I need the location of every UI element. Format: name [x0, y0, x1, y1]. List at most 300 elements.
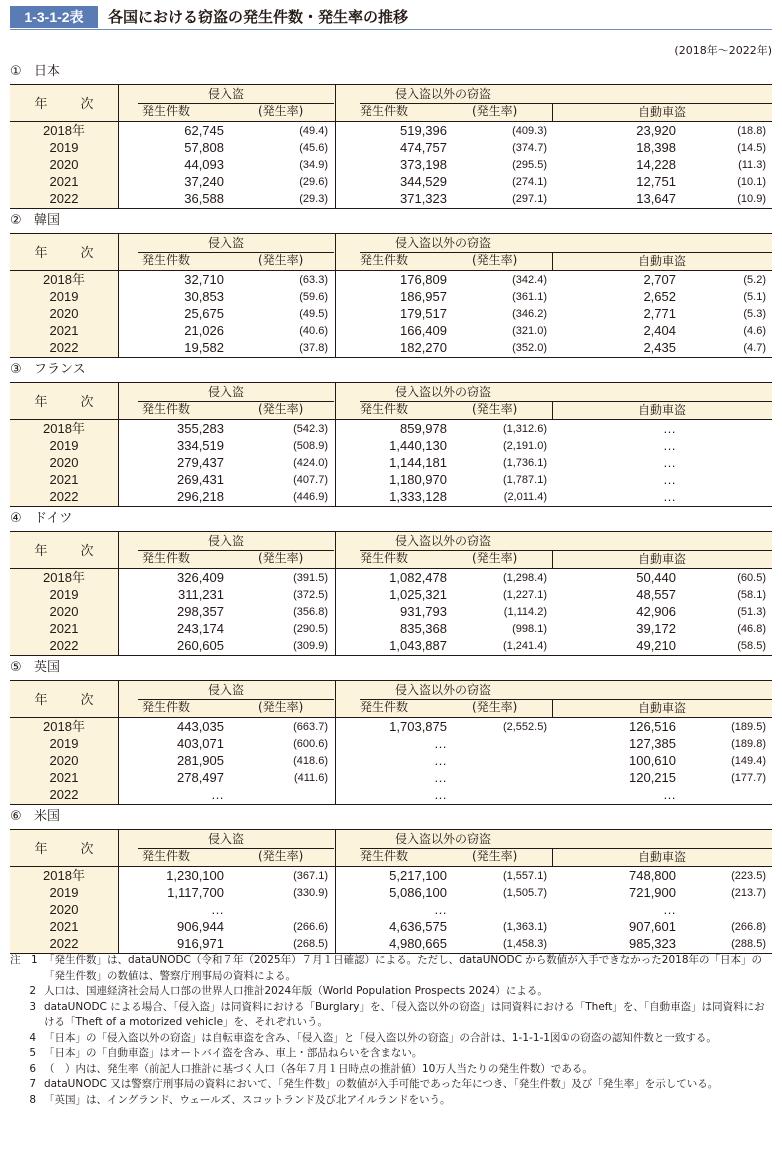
theft-count-cell: 1,333,128 [389, 489, 447, 504]
table-row [10, 885, 772, 901]
theft-rate-cell: (1,505.7) [502, 887, 547, 899]
burglary-count-cell: 334,519 [177, 438, 224, 453]
theft-rate-cell: (1,312.6) [502, 423, 547, 435]
theft-count-cell: 931,793 [400, 604, 447, 619]
rate-header: (発生率) [472, 402, 518, 416]
theft-rate-cell: (1,458.3) [502, 938, 547, 950]
vehicle-count-cell: 2,404 [643, 323, 676, 338]
year-cell: 2020 [49, 306, 79, 321]
burglary-header: 侵入盗 [207, 236, 244, 250]
year-cell: 2020 [49, 455, 79, 470]
vehicle-header: 自動車盗 [637, 552, 686, 566]
header-divider [10, 568, 772, 569]
year-header: 年 次 [34, 693, 104, 708]
vehicle-count-cell: 748,800 [629, 868, 676, 883]
burglary-count-cell: 279,437 [177, 455, 224, 470]
burglary-count-cell: 916,971 [177, 936, 224, 951]
vehicle-count-cell: 13,647 [636, 191, 676, 206]
theft-rate-cell: (409.3) [512, 125, 547, 137]
count-header: 発生件数 [142, 104, 191, 118]
vehicle-count-cell: 127,385 [629, 736, 676, 751]
burglary-rate-cell: (40.6) [299, 325, 328, 337]
table-row [10, 587, 772, 603]
footnote [10, 1077, 772, 1093]
theft-count-cell: 373,198 [400, 157, 447, 172]
vehicle-count-cell: 100,610 [629, 753, 676, 768]
vehicle-count-cell: 2,652 [643, 289, 676, 304]
burglary-rate-cell: (418.6) [293, 755, 328, 767]
section-label [10, 511, 72, 527]
theft-count-cell: … [434, 902, 447, 917]
table-row [10, 570, 772, 586]
burglary-rate-cell: (45.6) [299, 142, 328, 154]
country-name: 日本 [34, 64, 61, 79]
count-header: 発生件数 [142, 402, 191, 416]
rate-header: (発生率) [258, 551, 304, 565]
theft-header: 侵入盗以外の窃盗 [394, 683, 491, 697]
burglary-count-cell: 260,605 [177, 638, 224, 653]
footnote [10, 953, 772, 984]
burglary-count-cell: 355,283 [177, 421, 224, 436]
burglary-count-cell: 269,431 [177, 472, 224, 487]
table-row [10, 489, 772, 505]
rate-header: (発生率) [258, 700, 304, 714]
vehicle-count-cell: 907,601 [629, 919, 676, 934]
page-title: 各国における窃盗の発生件数・発生率の推移 [108, 8, 409, 26]
table-row [10, 157, 772, 173]
theft-rate-cell: (352.0) [512, 342, 547, 354]
rate-header: (発生率) [472, 253, 518, 267]
table-row [10, 719, 772, 735]
table-row [10, 340, 772, 356]
vehicle-count-cell: 2,771 [643, 306, 676, 321]
footnote [10, 1062, 772, 1078]
burglary-rate-cell: (508.9) [293, 440, 328, 452]
year-cell: 2021 [49, 472, 79, 487]
footnote-text: （ ）内は、発生率（前記人口推計に基づく人口（各年７月１日時点の推計値）10万人当たりの発生件数）である。 [44, 1062, 593, 1075]
burglary-header: 侵入盗 [207, 832, 244, 846]
vehicle-rate-cell: (10.1) [737, 176, 766, 188]
vehicle-rate-cell: (189.5) [731, 721, 766, 733]
count-header: 発生件数 [142, 253, 191, 267]
vehicle-count-cell: 39,172 [636, 621, 676, 636]
vehicle-rate-cell: (5.2) [743, 274, 766, 286]
country-name: フランス [34, 362, 86, 377]
vehicle-rate-cell: (11.3) [738, 159, 766, 171]
vehicle-count-cell: … [663, 472, 676, 487]
burglary-header: 侵入盗 [207, 534, 244, 548]
year-cell: 2022 [49, 340, 79, 355]
year-cell: 2019 [49, 140, 79, 155]
theft-rate-cell: (346.2) [512, 308, 547, 320]
burglary-count-cell: 44,093 [184, 157, 224, 172]
theft-count-cell: 5,086,100 [389, 885, 447, 900]
footnote-text: 「日本」の「自動車盗」はオートバイ盗を含み、車上・部品ねらいを含まない。 [44, 1047, 423, 1059]
theft-count-cell: 371,323 [400, 191, 447, 206]
theft-header: 侵入盗以外の窃盗 [394, 385, 491, 399]
footnote-text: 「発生件数」は、dataUNODC（令和７年（2025年）７月１日確認）による。ただし、dataUNODC から数値が入手できなかった2018年の「日本」の「発生件数」の数値は、警察庁刑事局の資料による。 [44, 954, 763, 982]
country-table [10, 84, 772, 209]
theft-header: 侵入盗以外の窃盗 [394, 832, 491, 846]
theft-count-cell: 4,980,665 [389, 936, 447, 951]
section-label [10, 660, 60, 676]
table-row [10, 787, 772, 803]
burglary-header: 侵入盗 [207, 683, 244, 697]
table-row [10, 472, 772, 488]
vehicle-rate-cell: (60.5) [737, 572, 766, 584]
table-row [10, 438, 772, 454]
header-divider [10, 717, 772, 718]
vehicle-count-cell: 721,900 [629, 885, 676, 900]
theft-rate-cell: (1,298.4) [502, 572, 547, 584]
burglary-header: 侵入盗 [207, 87, 244, 101]
year-cell: 2021 [49, 621, 79, 636]
burglary-rate-cell: (663.7) [293, 721, 328, 733]
count-header: 発生件数 [360, 104, 409, 118]
burglary-rate-cell: (266.6) [293, 921, 328, 933]
year-cell: 2018年 [43, 719, 85, 734]
rate-header: (発生率) [472, 700, 518, 714]
rate-header: (発生率) [472, 104, 518, 118]
footnote-number: 2 [29, 985, 36, 997]
table-row [10, 272, 772, 288]
theft-count-cell: 1,180,970 [389, 472, 447, 487]
year-header: 年 次 [34, 842, 104, 857]
burglary-count-cell: … [211, 902, 224, 917]
vehicle-count-cell: 126,516 [629, 719, 676, 734]
theft-count-cell: 179,517 [400, 306, 447, 321]
footnote-number: 8 [29, 1093, 36, 1106]
year-cell: 2022 [49, 638, 79, 653]
table-number-badge: 1-3-1-2表 [10, 6, 98, 28]
year-cell: 2021 [49, 770, 79, 785]
vehicle-rate-cell: (4.6) [743, 325, 766, 337]
burglary-rate-cell: (372.5) [293, 589, 328, 601]
table-row [10, 421, 772, 437]
burglary-rate-cell: (391.5) [293, 572, 328, 584]
burglary-count-cell: 403,071 [177, 736, 224, 751]
burglary-count-cell: 243,174 [177, 621, 224, 636]
burglary-rate-cell: (34.9) [299, 159, 328, 171]
country-name: ドイツ [34, 511, 73, 526]
burglary-rate-cell: (268.5) [293, 938, 328, 950]
theft-count-cell: 859,978 [400, 421, 447, 436]
burglary-rate-cell: (411.6) [293, 772, 328, 784]
burglary-count-cell: … [211, 787, 224, 802]
theft-rate-cell: (342.4) [512, 274, 547, 286]
year-cell: 2020 [49, 753, 79, 768]
vehicle-rate-cell: (177.7) [731, 772, 766, 784]
header-divider [10, 270, 772, 271]
theft-rate-cell: (1,557.1) [502, 870, 547, 882]
burglary-rate-cell: (542.3) [293, 423, 328, 435]
year-cell: 2020 [49, 902, 79, 917]
table-row [10, 868, 772, 884]
vehicle-rate-cell: (51.3) [737, 606, 766, 618]
vehicle-count-cell: … [663, 489, 676, 504]
theft-rate-cell: (1,363.1) [502, 921, 547, 933]
vehicle-count-cell: … [663, 455, 676, 470]
section-number: ③ [10, 362, 22, 377]
count-header: 発生件数 [142, 849, 191, 863]
year-cell: 2018年 [43, 868, 85, 883]
year-header: 年 次 [34, 544, 104, 559]
year-cell: 2019 [49, 736, 79, 751]
section-label [10, 64, 60, 80]
table-row [10, 140, 772, 156]
burglary-count-cell: 1,117,700 [167, 885, 224, 900]
year-cell: 2019 [49, 438, 79, 453]
vehicle-rate-cell: (4.7) [743, 342, 766, 354]
theft-rate-cell: (374.7) [512, 142, 547, 154]
table-row [10, 621, 772, 637]
footnote-number: 7 [29, 1078, 36, 1090]
rate-header: (発生率) [258, 402, 304, 416]
year-cell: 2021 [49, 919, 79, 934]
theft-rate-cell: (2,552.5) [502, 721, 547, 733]
burglary-rate-cell: (600.6) [293, 738, 328, 750]
year-cell: 2019 [49, 885, 79, 900]
burglary-count-cell: 298,357 [177, 604, 224, 619]
year-cell: 2018年 [43, 123, 85, 138]
footnote [10, 1046, 772, 1062]
table-row [10, 174, 772, 190]
vehicle-count-cell: 48,557 [636, 587, 676, 602]
theft-count-cell: 176,809 [400, 272, 447, 287]
vehicle-rate-cell: (58.5) [737, 640, 766, 652]
burglary-count-cell: 311,231 [177, 587, 224, 602]
table-row [10, 936, 772, 952]
vehicle-count-cell: 2,707 [643, 272, 676, 287]
theft-count-cell: 1,703,875 [389, 719, 447, 734]
theft-rate-cell: (361.1) [512, 291, 547, 303]
burglary-count-cell: 30,853 [184, 289, 224, 304]
theft-count-cell: 166,409 [400, 323, 447, 338]
vehicle-rate-cell: (5.1) [743, 291, 766, 303]
table-row [10, 902, 772, 918]
burglary-rate-cell: (59.6) [299, 291, 328, 303]
vehicle-rate-cell: (288.5) [731, 938, 766, 950]
vehicle-rate-cell: (58.1) [737, 589, 766, 601]
burglary-count-cell: 25,675 [184, 306, 224, 321]
table-header-bar [10, 6, 772, 30]
year-cell: 2021 [49, 174, 79, 189]
section-label [10, 213, 60, 229]
period-label: (2018年～2022年) [674, 44, 772, 57]
theft-count-cell: … [434, 736, 447, 751]
vehicle-rate-cell: (10.9) [737, 193, 766, 205]
theft-count-cell: … [434, 770, 447, 785]
burglary-rate-cell: (29.3) [299, 193, 328, 205]
theft-rate-cell: (1,227.1) [502, 589, 547, 601]
burglary-count-cell: 57,808 [184, 140, 224, 155]
theft-rate-cell: (295.5) [512, 159, 547, 171]
vehicle-count-cell: … [663, 438, 676, 453]
year-cell: 2019 [49, 587, 79, 602]
theft-rate-cell: (998.1) [512, 623, 547, 635]
burglary-count-cell: 281,905 [177, 753, 224, 768]
burglary-rate-cell: (309.9) [293, 640, 328, 652]
burglary-count-cell: 443,035 [177, 719, 224, 734]
footnote-text: 人口は、国連経済社会局人口部の世界人口推計2024年版（World Population Prospects 2024）による。 [44, 985, 548, 997]
year-cell: 2018年 [43, 570, 85, 585]
country-table [10, 829, 772, 954]
burglary-count-cell: 21,026 [184, 323, 224, 338]
footnote-text: dataUNODC による場合、「侵入盗」は同資料における「Burglary」を、「侵入盗以外の窃盗」は同資料における「Theft」を、「自動車盗」は同資料における「Theft of a motorized vehicle」を、それぞれいう。 [44, 1000, 765, 1028]
footnote-text: dataUNODC 又は警察庁刑事局の資料において、「発生件数」の数値が入手可能であった年につき、「発生件数」及び「発生率」を示している。 [44, 1078, 719, 1090]
count-header: 発生件数 [360, 700, 409, 714]
vehicle-rate-cell: (46.8) [737, 623, 766, 635]
footnote [10, 984, 772, 1000]
vehicle-header: 自動車盗 [637, 403, 686, 417]
table-row [10, 638, 772, 654]
burglary-count-cell: 37,240 [184, 174, 224, 189]
vehicle-count-cell: 23,920 [636, 123, 676, 138]
burglary-count-cell: 296,218 [177, 489, 224, 504]
country-name: 韓国 [34, 213, 61, 228]
vehicle-count-cell: 2,435 [643, 340, 676, 355]
country-name: 米国 [34, 809, 61, 824]
count-header: 発生件数 [360, 849, 409, 863]
footnote [10, 1093, 772, 1109]
burglary-rate-cell: (330.9) [293, 887, 328, 899]
theft-count-cell: 474,757 [400, 140, 447, 155]
count-header: 発生件数 [360, 551, 409, 565]
burglary-count-cell: 32,710 [184, 272, 224, 287]
theft-rate-cell: (2,191.0) [502, 440, 547, 452]
burglary-count-cell: 62,745 [184, 123, 224, 138]
footnote-number: 4 [29, 1031, 36, 1044]
footnote-number: 5 [29, 1047, 36, 1059]
burglary-rate-cell: (367.1) [293, 870, 328, 882]
theft-count-cell: 344,529 [400, 174, 447, 189]
theft-rate-cell: (297.1) [512, 193, 547, 205]
table-row [10, 191, 772, 207]
vehicle-header: 自動車盗 [637, 105, 686, 119]
year-cell: 2019 [49, 289, 79, 304]
count-header: 発生件数 [360, 402, 409, 416]
theft-count-cell: 4,636,575 [389, 919, 447, 934]
theft-rate-cell: (1,241.4) [502, 640, 547, 652]
vehicle-count-cell: 14,228 [636, 157, 676, 172]
year-cell: 2018年 [43, 421, 85, 436]
vehicle-rate-cell: (223.5) [731, 870, 766, 882]
country-name: 英国 [34, 660, 61, 675]
year-header: 年 次 [34, 97, 104, 112]
theft-header: 侵入盗以外の窃盗 [394, 236, 491, 250]
theft-rate-cell: (1,114.2) [503, 606, 547, 618]
theft-count-cell: 835,368 [400, 621, 447, 636]
vehicle-count-cell: 985,323 [629, 936, 676, 951]
burglary-count-cell: 278,497 [177, 770, 224, 785]
theft-header: 侵入盗以外の窃盗 [394, 534, 491, 548]
vehicle-header: 自動車盗 [637, 850, 686, 864]
burglary-count-cell: 906,944 [177, 919, 224, 934]
theft-rate-cell: (1,787.1) [502, 474, 547, 486]
vehicle-count-cell: … [663, 902, 676, 917]
vehicle-rate-cell: (149.4) [731, 755, 766, 767]
burglary-count-cell: 19,582 [184, 340, 224, 355]
vehicle-count-cell: 50,440 [636, 570, 676, 585]
rate-header: (発生率) [472, 551, 518, 565]
footnotes [10, 953, 772, 1108]
burglary-count-cell: 326,409 [177, 570, 224, 585]
section-number: ⑤ [10, 660, 22, 675]
count-header: 発生件数 [142, 700, 191, 714]
table-row [10, 455, 772, 471]
header-divider [10, 866, 772, 867]
theft-rate-cell: (1,736.1) [502, 457, 547, 469]
theft-rate-cell: (321.0) [512, 325, 547, 337]
burglary-rate-cell: (407.7) [293, 474, 328, 486]
vehicle-count-cell: … [663, 421, 676, 436]
section-label [10, 809, 60, 825]
year-cell: 2022 [49, 787, 79, 802]
theft-count-cell: 5,217,100 [389, 868, 447, 883]
vehicle-count-cell: 120,215 [629, 770, 676, 785]
table-row [10, 123, 772, 139]
theft-count-cell: 1,043,887 [389, 638, 447, 653]
rate-header: (発生率) [258, 104, 304, 118]
table-row [10, 919, 772, 935]
theft-count-cell: 182,270 [400, 340, 447, 355]
section-number: ⑥ [10, 809, 22, 824]
footnote-number: 注 1 [10, 954, 38, 966]
theft-count-cell: … [434, 753, 447, 768]
theft-count-cell: 1,144,181 [389, 455, 447, 470]
country-table [10, 531, 772, 656]
theft-count-cell: 1,025,321 [389, 587, 447, 602]
rate-header: (発生率) [258, 253, 304, 267]
header-divider [10, 419, 772, 420]
year-cell: 2020 [49, 157, 79, 172]
year-cell: 2021 [49, 323, 79, 338]
vehicle-rate-cell: (189.8) [731, 738, 766, 750]
burglary-rate-cell: (37.8) [299, 342, 328, 354]
rate-header: (発生率) [472, 849, 518, 863]
section-number: ① [10, 64, 22, 79]
table-row [10, 604, 772, 620]
table-row [10, 753, 772, 769]
theft-count-cell: … [434, 787, 447, 802]
rate-header: (発生率) [258, 849, 304, 863]
theft-header: 侵入盗以外の窃盗 [394, 87, 491, 101]
section-number: ② [10, 213, 22, 228]
table-row [10, 323, 772, 339]
table-row [10, 770, 772, 786]
count-header: 発生件数 [142, 551, 191, 565]
country-table [10, 382, 772, 507]
burglary-rate-cell: (290.5) [293, 623, 328, 635]
vehicle-count-cell: 12,751 [636, 174, 676, 189]
footnote-text: 「英国」は、イングランド、ウェールズ、スコットランド及び北アイルランドをいう。 [44, 1093, 451, 1106]
burglary-rate-cell: (424.0) [293, 457, 328, 469]
year-cell: 2022 [49, 936, 79, 951]
theft-count-cell: 1,440,130 [389, 438, 447, 453]
vehicle-rate-cell: (213.7) [731, 887, 766, 899]
year-header: 年 次 [34, 246, 104, 261]
header-divider [10, 121, 772, 122]
country-table [10, 680, 772, 805]
footnote [10, 1000, 772, 1031]
footnote [10, 1031, 772, 1047]
vehicle-rate-cell: (5.3) [743, 308, 766, 320]
table-row [10, 289, 772, 305]
section-label [10, 362, 86, 378]
burglary-count-cell: 36,588 [184, 191, 224, 206]
burglary-rate-cell: (49.5) [299, 308, 328, 320]
vehicle-header: 自動車盗 [637, 254, 686, 268]
